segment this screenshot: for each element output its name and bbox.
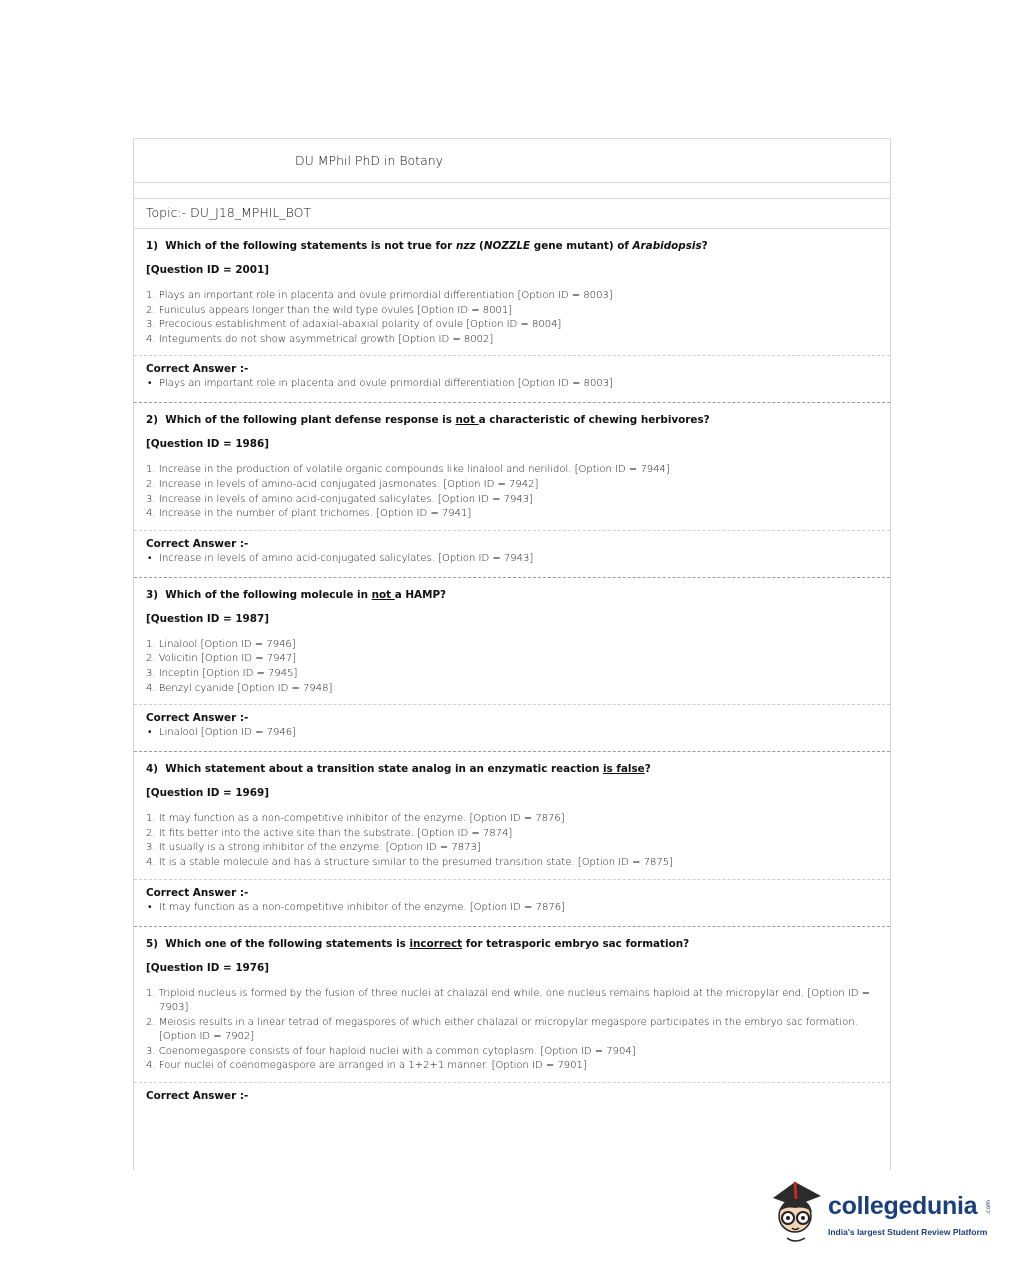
option: 4. Integuments do not show asymmetrical growth [Option ID = 8002]	[146, 333, 494, 345]
answer-label: Correct Answer :-	[146, 712, 249, 725]
answer-block	[134, 1082, 890, 1107]
paper-title: DU MPhil PhD in Botany	[134, 139, 890, 183]
question-5	[134, 927, 890, 1108]
question-id: [Question ID = 2001]	[146, 264, 269, 276]
option: 4. It is a stable molecule and has a structure similar to the presumed transition state. [Option ID = 7875]	[146, 856, 673, 868]
option: 3. Inceptin [Option ID = 7945]	[146, 667, 298, 679]
question-id: [Question ID = 1969]	[146, 787, 269, 800]
option: 4. Benzyl cyanide [Option ID = 7948]	[146, 682, 333, 694]
options-list	[146, 463, 878, 521]
question-1	[134, 229, 890, 403]
brand-domain: .com	[985, 1200, 992, 1215]
option: 3. Precocious establishment of adaxial-abaxial polarity of ovule [Option ID = 8004]	[146, 319, 562, 331]
question-text: 4) Which statement about a transition state analog in an enzymatic reaction is false?	[146, 763, 651, 776]
options-list	[146, 812, 878, 870]
answer-text: • Plays an important role in placenta and ovule primordial differentiation [Option ID = 8003]	[148, 378, 613, 390]
brand-tagline: India's largest Student Review Platform	[828, 1227, 988, 1237]
answer-label: Correct Answer :-	[146, 1090, 249, 1103]
option: 1. Plays an important role in placenta and ovule primordial differentiation [Option ID = 8003]	[146, 290, 613, 301]
collegedunia-logo	[765, 1176, 995, 1248]
spacer-row	[134, 183, 890, 199]
option: 3. It usually is a strong inhibitor of the enzyme. [Option ID = 7873]	[146, 842, 481, 854]
option: 3. Coenomegaspore consists of four haploid nuclei with a common cytoplasm. [Option ID = 7904]	[146, 1045, 636, 1057]
option: 3. Increase in levels of amino acid-conjugated salicylates. [Option ID = 7943]	[146, 493, 533, 505]
option: 1. Triploid nucleus is formed by the fusion of three nuclei at chalazal end while, one nucleus remains haploid at the micropylar end. [Option ID = 7903]	[146, 987, 871, 1014]
option: 2. Increase in levels of amino-acid conjugated jasmonates. [Option ID = 7942]	[146, 478, 539, 490]
option: 2. Funiculus appears longer than the wild type ovules [Option ID = 8001]	[146, 304, 513, 316]
question-id: [Question ID = 1976]	[146, 961, 269, 974]
option: 4. Four nuclei of coenomegaspore are arranged in a 1+2+1 manner. [Option ID = 7901]	[146, 1060, 587, 1072]
answer-label: Correct Answer :-	[146, 363, 249, 376]
question-paper	[133, 138, 891, 1170]
option: 2. Volicitin [Option ID = 7947]	[146, 653, 297, 665]
option: 1. Linalool [Option ID = 7946]	[146, 638, 296, 650]
question-text: 2) Which of the following plant defense response is not a characteristic of chewing herbivores?	[146, 414, 710, 427]
question-text: 3) Which of the following molecule in not a HAMP?	[146, 588, 447, 601]
answer-text: • Increase in levels of amino acid-conjugated salicylates. [Option ID = 7943]	[148, 552, 534, 564]
answer-text: • Linalool [Option ID = 7946]	[148, 727, 296, 739]
question-2	[134, 403, 890, 577]
answer-block	[134, 704, 890, 745]
question-3	[134, 578, 890, 752]
question-4	[134, 752, 890, 926]
topic-label: Topic:- DU_J18_MPHIL_BOT	[134, 199, 890, 229]
question-id: [Question ID = 1986]	[146, 438, 269, 451]
answer-label: Correct Answer :-	[146, 537, 249, 550]
options-list	[146, 987, 878, 1075]
option: 2. Meiosis results in a linear tetrad of megaspores of which either chalazal or micropylar megaspore participates in the embryo sac formation. [Option ID = 7902]	[146, 1016, 858, 1043]
answer-text: • It may function as a non-competitive inhibitor of the enzyme. [Option ID = 7876]	[148, 901, 565, 913]
option: 1. It may function as a non-competitive inhibitor of the enzyme. [Option ID = 7876]	[146, 813, 565, 825]
answer-block	[134, 879, 890, 920]
options-list	[146, 289, 878, 347]
mascot-icon	[765, 1176, 827, 1248]
option: 1. Increase in the production of volatile organic compounds like linalool and nerilidol. [Option ID = 7944]	[146, 464, 670, 476]
answer-block	[134, 530, 890, 571]
answer-block	[134, 355, 890, 396]
option: 2. It fits better into the active site than the substrate. [Option ID = 7874]	[146, 827, 513, 839]
question-text: 5) Which one of the following statements is incorrect for tetrasporic embryo sac formation?	[146, 937, 690, 950]
options-list	[146, 638, 878, 696]
option: 4. Increase in the number of plant trichomes. [Option ID = 7941]	[146, 508, 472, 520]
answer-label: Correct Answer :-	[146, 886, 249, 899]
question-id: [Question ID = 1987]	[146, 612, 269, 625]
question-text: 1) Which of the following statements is not true for nzz (NOZZLE gene mutant) of Arabidopsis?	[146, 240, 708, 252]
brand-name: collegedunia	[828, 1192, 978, 1220]
